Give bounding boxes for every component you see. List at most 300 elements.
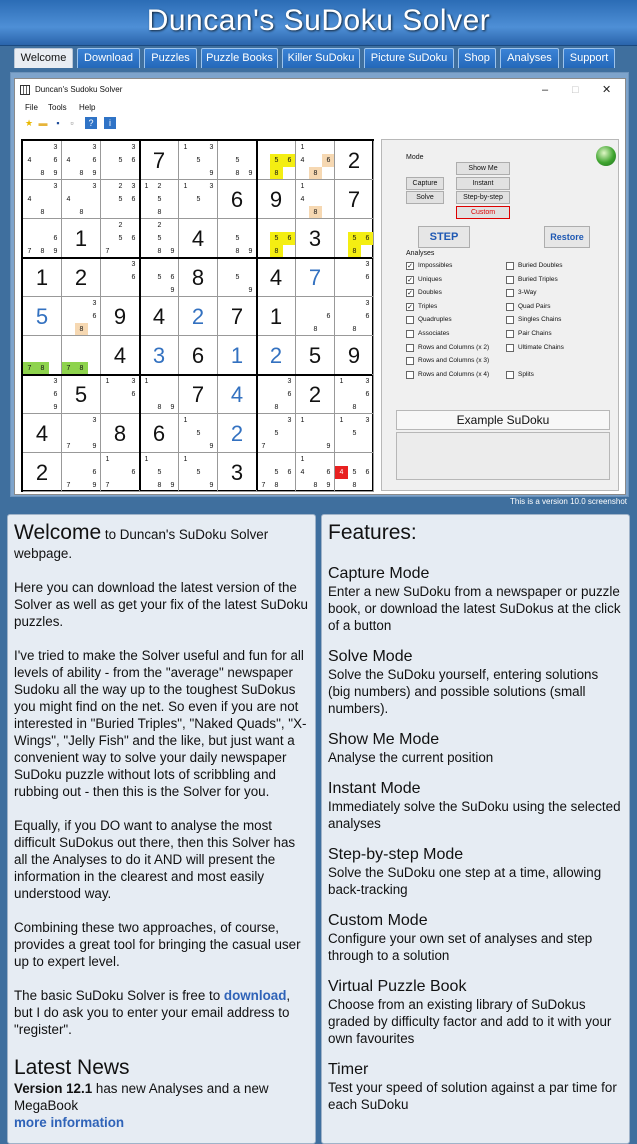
candidate-digit: 9 <box>248 248 253 255</box>
candidate-digit: 8 <box>75 323 88 336</box>
analysis-checkbox[interactable] <box>506 289 514 297</box>
candidate-digit: 8 <box>157 248 162 255</box>
analysis-label: Buried Doubles <box>518 262 563 269</box>
news-more <box>14 1114 309 1131</box>
feature-title: Capture Mode <box>328 565 430 582</box>
sudoku-cell[interactable] <box>23 336 62 375</box>
maximize-icon[interactable]: □ <box>572 84 579 96</box>
candidate-digit: 8 <box>352 326 357 333</box>
solved-digit[interactable]: 3 <box>218 453 257 492</box>
feature-description: Analyse the current position <box>328 750 494 765</box>
analysis-checkbox[interactable] <box>406 371 414 379</box>
sudoku-cell[interactable] <box>140 258 179 297</box>
candidate-digit: 4 <box>27 157 32 164</box>
welcome-heading: Welcome <box>14 521 102 544</box>
candidate-digit: 1 <box>144 183 149 190</box>
analysis-label: Associates <box>418 330 450 337</box>
analysis-label: Doubles <box>418 289 442 297</box>
box-divider <box>23 374 372 376</box>
candidate-digit: 5 <box>118 196 123 203</box>
candidate-digit: 8 <box>313 482 318 489</box>
candidate-digit: 5 <box>157 274 162 281</box>
candidate-digit: 8 <box>352 482 357 489</box>
analysis-checkbox[interactable]: ✓ <box>407 263 413 270</box>
candidate-digit: 8 <box>36 362 49 375</box>
sudoku-grid <box>21 139 374 492</box>
tab-download[interactable]: Download <box>77 48 140 68</box>
candidate-digit: 8 <box>309 206 322 219</box>
candidate-digit: 5 <box>157 235 162 242</box>
solved-digit[interactable]: 2 <box>296 375 335 414</box>
box-divider <box>139 141 141 490</box>
sudoku-cell[interactable] <box>140 453 179 492</box>
solved-digit[interactable]: 2 <box>335 141 374 180</box>
solved-digit[interactable]: 2 <box>179 297 218 336</box>
sudoku-cell[interactable] <box>179 453 218 492</box>
candidate-digit: 6 <box>283 154 296 167</box>
solved-digit[interactable]: 1 <box>218 336 257 375</box>
analysis-checkbox[interactable] <box>406 344 414 352</box>
candidate-digit: 5 <box>270 232 283 245</box>
candidate-digit: 3 <box>92 300 97 307</box>
sudoku-cell[interactable] <box>62 414 101 453</box>
p5-text-a: The basic SuDoku Solver is free to <box>14 988 224 1003</box>
minimize-icon[interactable]: – <box>542 84 549 96</box>
candidate-digit: 4 <box>66 157 71 164</box>
candidate-digit: 3 <box>287 417 292 424</box>
candidate-digit: 3 <box>53 144 58 151</box>
candidate-digit: 6 <box>322 154 335 167</box>
feature-description: Solve the SuDoku one step at a time, allowing back-tracking <box>328 865 602 897</box>
solved-digit[interactable]: 2 <box>218 414 257 453</box>
tab-puzzle-books[interactable]: Puzzle Books <box>201 48 278 68</box>
analysis-checkbox[interactable] <box>406 316 414 324</box>
candidate-digit: 5 <box>270 154 283 167</box>
candidate-digit: 6 <box>365 274 370 281</box>
solved-digit[interactable]: 1 <box>23 258 62 297</box>
candidate-digit: 3 <box>365 417 370 424</box>
sudoku-cell[interactable] <box>179 180 218 219</box>
candidate-digit: 8 <box>270 245 283 258</box>
sudoku-cell[interactable] <box>335 414 374 453</box>
solved-digit[interactable]: 1 <box>62 219 101 258</box>
feature-title: Instant Mode <box>328 780 421 797</box>
candidate-digit: 2 <box>157 222 162 229</box>
candidate-digit: 2 <box>118 183 123 190</box>
candidate-digit: 1 <box>183 183 188 190</box>
candidate-digit: 4 <box>335 466 348 479</box>
candidate-digit: 3 <box>365 378 370 385</box>
candidate-digit: 6 <box>53 157 58 164</box>
candidate-digit: 8 <box>270 167 283 180</box>
sudoku-cell[interactable] <box>257 453 296 492</box>
solved-digit[interactable]: 2 <box>23 453 62 492</box>
sudoku-cell[interactable] <box>257 219 296 258</box>
analysis-checkbox[interactable] <box>506 276 514 284</box>
solved-digit[interactable]: 1 <box>257 297 296 336</box>
candidate-digit: 3 <box>92 183 97 190</box>
sudoku-cell[interactable] <box>335 297 374 336</box>
solved-digit[interactable]: 3 <box>296 219 335 258</box>
candidate-digit: 8 <box>79 209 84 216</box>
candidate-digit: 9 <box>53 404 58 411</box>
solved-digit[interactable]: 6 <box>179 336 218 375</box>
analysis-label: Triples <box>418 302 438 310</box>
sudoku-cell[interactable] <box>257 375 296 414</box>
feature-title: Timer <box>328 1061 369 1078</box>
solved-digit[interactable]: 7 <box>179 375 218 414</box>
sudoku-cell[interactable] <box>218 258 257 297</box>
candidate-digit: 1 <box>183 144 188 151</box>
solved-digit[interactable]: 9 <box>257 180 296 219</box>
candidate-digit: 6 <box>92 313 97 320</box>
solved-digit[interactable]: 9 <box>101 297 140 336</box>
features-list <box>328 565 623 1113</box>
analysis-checkbox[interactable] <box>406 330 414 338</box>
candidate-digit: 5 <box>235 157 240 164</box>
tab-support[interactable]: Support <box>563 48 615 68</box>
candidate-digit: 8 <box>40 170 45 177</box>
tab-killer-sudoku[interactable]: Killer SuDoku <box>282 48 360 68</box>
candidate-digit: 6 <box>326 469 331 476</box>
news-version: Version 12.1 <box>14 1081 93 1096</box>
sudoku-cell[interactable] <box>140 375 179 414</box>
candidate-digit: 9 <box>53 170 58 177</box>
example-sudoku-box <box>396 432 610 480</box>
candidate-digit: 7 <box>23 362 36 375</box>
solved-digit[interactable]: 4 <box>257 258 296 297</box>
candidate-digit: 3 <box>209 144 214 151</box>
analysis-label: Singles Chains <box>518 316 562 324</box>
control-panel <box>381 139 619 491</box>
candidate-digit: 8 <box>235 248 240 255</box>
sudoku-cell[interactable] <box>179 414 218 453</box>
sudoku-cell[interactable] <box>257 414 296 453</box>
welcome-paragraph-5 <box>14 987 309 1038</box>
sudoku-cell[interactable] <box>101 258 140 297</box>
candidate-digit: 3 <box>131 144 136 151</box>
candidate-digit: 8 <box>274 404 279 411</box>
feature-description: Choose from an existing library of SuDokus graded by difficulty factor and add to it with your own favourites <box>328 997 612 1046</box>
welcome-paragraph-2: I've tried to make the Solver useful and fun for all levels of ability - from the "average" newspaper Sudoku all the way up to the toughest SuDokus you might find on the net. So even if you are not interested in "Buried Triples", "Naked Quads", "X-Wings", "Jelly Fish" and the like, but just want a convenient way to solve your daily newspaper SuDoku puzzle without lots of scribbling and rubbing out - then this is the Solver for you. <box>14 648 307 799</box>
candidate-digit: 3 <box>287 378 292 385</box>
menu-tools[interactable]: Tools <box>48 103 67 112</box>
sudoku-cell[interactable] <box>62 141 101 180</box>
solved-digit[interactable]: 4 <box>218 375 257 414</box>
candidate-digit: 9 <box>209 443 214 450</box>
folder-icon[interactable]: ▬ <box>38 118 48 128</box>
menu-file[interactable]: File <box>25 103 38 112</box>
candidate-digit: 1 <box>339 417 344 424</box>
candidate-digit: 6 <box>365 391 370 398</box>
candidate-digit: 4 <box>300 157 305 164</box>
candidate-digit: 7 <box>105 482 110 489</box>
candidate-digit: 8 <box>309 167 322 180</box>
candidate-digit: 1 <box>105 456 110 463</box>
candidate-digit: 6 <box>131 469 136 476</box>
analysis-label: 3-Way <box>518 289 537 297</box>
solved-digit[interactable]: 7 <box>140 141 179 180</box>
candidate-digit: 6 <box>361 232 374 245</box>
candidate-digit: 3 <box>92 144 97 151</box>
step-button[interactable]: STEP <box>418 226 470 248</box>
candidate-digit: 8 <box>157 404 162 411</box>
candidate-digit: 6 <box>283 232 296 245</box>
solved-digit[interactable]: 9 <box>335 336 374 375</box>
feature-description: Immediately solve the SuDoku using the selected analyses <box>328 799 621 831</box>
candidate-digit: 3 <box>92 417 97 424</box>
news-description: has new Analyses and a new MegaBook <box>14 1081 269 1113</box>
restore-button[interactable]: Restore <box>544 226 590 248</box>
candidate-digit: 5 <box>196 196 201 203</box>
feature-title: Virtual Puzzle Book <box>328 978 467 995</box>
candidate-digit: 8 <box>40 209 45 216</box>
p5-text-b: , but I do ask you to enter your email address to "register". <box>14 988 291 1037</box>
sudoku-cell[interactable] <box>62 297 101 336</box>
candidate-digit: 8 <box>313 326 318 333</box>
solved-digit[interactable]: 6 <box>218 180 257 219</box>
solved-digit[interactable]: 2 <box>62 258 101 297</box>
solved-digit[interactable]: 7 <box>218 297 257 336</box>
candidate-digit: 6 <box>287 391 292 398</box>
site-banner <box>0 0 637 46</box>
sudoku-cell[interactable] <box>218 141 257 180</box>
sudoku-cell[interactable] <box>101 180 140 219</box>
candidate-digit: 5 <box>157 469 162 476</box>
candidate-digit: 6 <box>326 313 331 320</box>
solved-digit[interactable]: 5 <box>62 375 101 414</box>
example-sudoku-title: Example SuDoku <box>396 410 610 430</box>
candidate-digit: 6 <box>92 157 97 164</box>
analysis-checkbox[interactable]: ✓ <box>407 276 413 284</box>
analysis-label: Rows and Columns (x 3) <box>418 357 490 365</box>
solved-digit[interactable]: 4 <box>23 414 62 453</box>
sudoku-cell[interactable] <box>101 141 140 180</box>
candidate-digit: 5 <box>196 157 201 164</box>
candidate-digit: 7 <box>66 443 71 450</box>
candidate-digit: 1 <box>300 417 305 424</box>
candidate-digit: 9 <box>326 482 331 489</box>
solved-digit[interactable]: 8 <box>179 258 218 297</box>
candidate-digit: 6 <box>365 313 370 320</box>
welcome-column <box>7 514 316 1144</box>
candidate-digit: 9 <box>170 287 175 294</box>
candidate-digit: 8 <box>157 209 162 216</box>
sudoku-cell[interactable] <box>335 258 374 297</box>
globe-icon[interactable] <box>596 146 616 166</box>
mode-label: Mode <box>406 154 424 161</box>
tab-picture-sudoku[interactable]: Picture SuDoku <box>364 48 454 68</box>
more-information-link[interactable]: more information <box>14 1115 125 1130</box>
solved-digit[interactable]: 4 <box>101 336 140 375</box>
candidate-digit: 8 <box>157 482 162 489</box>
sudoku-cell[interactable] <box>335 453 374 492</box>
candidate-digit: 7 <box>261 482 266 489</box>
candidate-digit: 9 <box>209 170 214 177</box>
sudoku-cell[interactable] <box>296 180 335 219</box>
solve-button[interactable]: Solve <box>406 191 444 204</box>
analysis-checkbox[interactable] <box>406 357 414 365</box>
solved-digit[interactable]: 3 <box>140 336 179 375</box>
candidate-digit: 9 <box>248 287 253 294</box>
sudoku-cell[interactable] <box>296 453 335 492</box>
sudoku-cell[interactable] <box>257 141 296 180</box>
box-divider <box>23 257 372 259</box>
sudoku-cell[interactable] <box>140 180 179 219</box>
candidate-digit: 1 <box>339 378 344 385</box>
sudoku-cell[interactable] <box>23 219 62 258</box>
sudoku-cell[interactable] <box>179 141 218 180</box>
sudoku-cell[interactable] <box>62 180 101 219</box>
solved-digit[interactable]: 7 <box>296 258 335 297</box>
analysis-checkbox[interactable] <box>506 316 514 324</box>
candidate-digit: 7 <box>261 443 266 450</box>
candidate-digit: 6 <box>131 235 136 242</box>
candidate-digit: 3 <box>365 261 370 268</box>
sudoku-cell[interactable] <box>101 219 140 258</box>
candidate-digit: 2 <box>118 222 123 229</box>
candidate-digit: 6 <box>131 391 136 398</box>
sudoku-cell[interactable] <box>62 336 101 375</box>
feature-description: Solve the SuDoku yourself, entering solutions (big numbers) and possible solutions (small numbers). <box>328 667 599 716</box>
tab-puzzles[interactable]: Puzzles <box>144 48 197 68</box>
candidate-digit: 3 <box>131 183 136 190</box>
candidate-digit: 9 <box>170 482 175 489</box>
save-icon[interactable]: ▪ <box>56 118 60 128</box>
candidate-digit: 6 <box>365 469 370 476</box>
analysis-checkbox[interactable] <box>506 303 514 311</box>
sudoku-cell[interactable] <box>335 375 374 414</box>
solved-digit[interactable]: 4 <box>179 219 218 258</box>
star-icon[interactable]: ★ <box>24 118 34 128</box>
analysis-checkbox[interactable] <box>506 344 514 352</box>
show-me-button[interactable]: Show Me <box>456 162 510 175</box>
analysis-checkbox[interactable] <box>506 371 514 379</box>
download-link[interactable]: download <box>223 988 287 1003</box>
candidate-digit: 5 <box>352 469 357 476</box>
info-icon[interactable]: i <box>104 117 116 129</box>
toolbar <box>15 115 625 133</box>
analysis-checkbox[interactable]: ✓ <box>407 290 413 298</box>
solved-digit[interactable]: 5 <box>23 297 62 336</box>
sudoku-cell[interactable] <box>23 141 62 180</box>
analysis-label: Ultimate Chains <box>518 343 564 351</box>
sudoku-cell[interactable] <box>62 453 101 492</box>
candidate-digit: 5 <box>348 232 361 245</box>
sudoku-cell[interactable] <box>296 297 335 336</box>
feature-title: Solve Mode <box>328 648 413 665</box>
features-heading: Features: <box>328 521 417 544</box>
solved-digit[interactable]: 5 <box>296 336 335 375</box>
welcome-subtitle: to Duncan's SuDoku Solver webpage. <box>14 527 269 561</box>
candidate-digit: 9 <box>326 443 331 450</box>
sudoku-cell[interactable] <box>23 180 62 219</box>
candidate-digit: 9 <box>92 443 97 450</box>
candidate-digit: 6 <box>131 196 136 203</box>
tab-analyses[interactable]: Analyses <box>500 48 559 68</box>
candidate-digit: 6 <box>131 157 136 164</box>
sudoku-cell[interactable] <box>218 219 257 258</box>
help-icon[interactable]: ? <box>85 117 97 129</box>
feature-title: Show Me Mode <box>328 731 440 748</box>
tab-welcome[interactable]: Welcome <box>14 48 73 68</box>
candidate-digit: 7 <box>27 248 32 255</box>
candidate-digit: 1 <box>144 456 149 463</box>
candidate-digit: 5 <box>196 469 201 476</box>
feature-description: Enter a new SuDoku from a newspaper or puzzle book, or download the latest SuDokus at the click of a button <box>328 584 621 633</box>
print-icon[interactable]: ▫ <box>70 118 74 128</box>
instant-button[interactable]: Instant <box>456 177 510 190</box>
candidate-digit: 6 <box>287 469 292 476</box>
candidate-digit: 3 <box>131 378 136 385</box>
candidate-digit: 5 <box>235 274 240 281</box>
nav-tabs <box>0 46 637 70</box>
candidate-digit: 5 <box>118 157 123 164</box>
candidate-digit: 6 <box>53 235 58 242</box>
analysis-label: Quad Pairs <box>518 302 551 310</box>
step-by-step-button[interactable]: Step-by-step <box>456 191 510 204</box>
sudoku-cell[interactable] <box>140 219 179 258</box>
candidate-digit: 5 <box>196 430 201 437</box>
candidate-digit: 9 <box>92 170 97 177</box>
candidate-digit: 1 <box>183 417 188 424</box>
sudoku-cell[interactable] <box>296 414 335 453</box>
candidate-digit: 8 <box>40 248 45 255</box>
solved-digit[interactable]: 2 <box>257 336 296 375</box>
welcome-paragraph-3: Equally, if you DO want to analyse the most difficult SuDokus out there, then this Solver has all the Analyses to do it AND will present the information in the clearest and most easily understood way. <box>14 818 296 901</box>
analysis-label: Rows and Columns (x 4) <box>418 370 490 378</box>
candidate-digit: 3 <box>365 300 370 307</box>
candidate-digit: 8 <box>235 170 240 177</box>
candidate-digit: 3 <box>53 378 58 385</box>
analysis-label: Splits <box>518 370 534 378</box>
candidate-digit: 4 <box>300 469 305 476</box>
capture-button[interactable]: Capture <box>406 177 444 190</box>
analysis-checkbox[interactable]: ✓ <box>407 303 413 311</box>
solved-digit[interactable]: 6 <box>140 414 179 453</box>
candidate-digit: 3 <box>209 183 214 190</box>
candidate-digit: 2 <box>157 183 162 190</box>
candidate-digit: 1 <box>144 378 149 385</box>
sudoku-cell[interactable] <box>101 375 140 414</box>
analysis-checkbox[interactable] <box>506 262 514 270</box>
analysis-label: Impossibles <box>418 262 453 269</box>
candidate-digit: 1 <box>300 183 305 190</box>
sudoku-cell[interactable] <box>101 453 140 492</box>
close-icon[interactable]: ✕ <box>602 84 612 96</box>
solved-digit[interactable]: 8 <box>101 414 140 453</box>
menu-help[interactable]: Help <box>79 103 96 112</box>
sudoku-cell[interactable] <box>296 141 335 180</box>
window-titlebar <box>15 79 625 101</box>
candidate-digit: 9 <box>209 482 214 489</box>
analysis-checkbox[interactable] <box>506 330 514 338</box>
feature-title: Step-by-step Mode <box>328 846 464 863</box>
sudoku-cell[interactable] <box>23 375 62 414</box>
analysis-label: Buried Triples <box>518 275 558 283</box>
candidate-digit: 9 <box>92 482 97 489</box>
solved-digit[interactable]: 7 <box>335 180 374 219</box>
analysis-label: Pair Chains <box>518 330 552 337</box>
analysis-label: Uniques <box>418 275 442 283</box>
custom-button[interactable]: Custom <box>456 206 510 219</box>
analyses-label: Analyses <box>406 250 435 257</box>
solved-digit[interactable]: 4 <box>140 297 179 336</box>
tab-shop[interactable]: Shop <box>458 48 496 68</box>
sudoku-cell[interactable] <box>335 219 374 258</box>
candidate-digit: 6 <box>92 469 97 476</box>
candidate-digit: 4 <box>66 196 71 203</box>
